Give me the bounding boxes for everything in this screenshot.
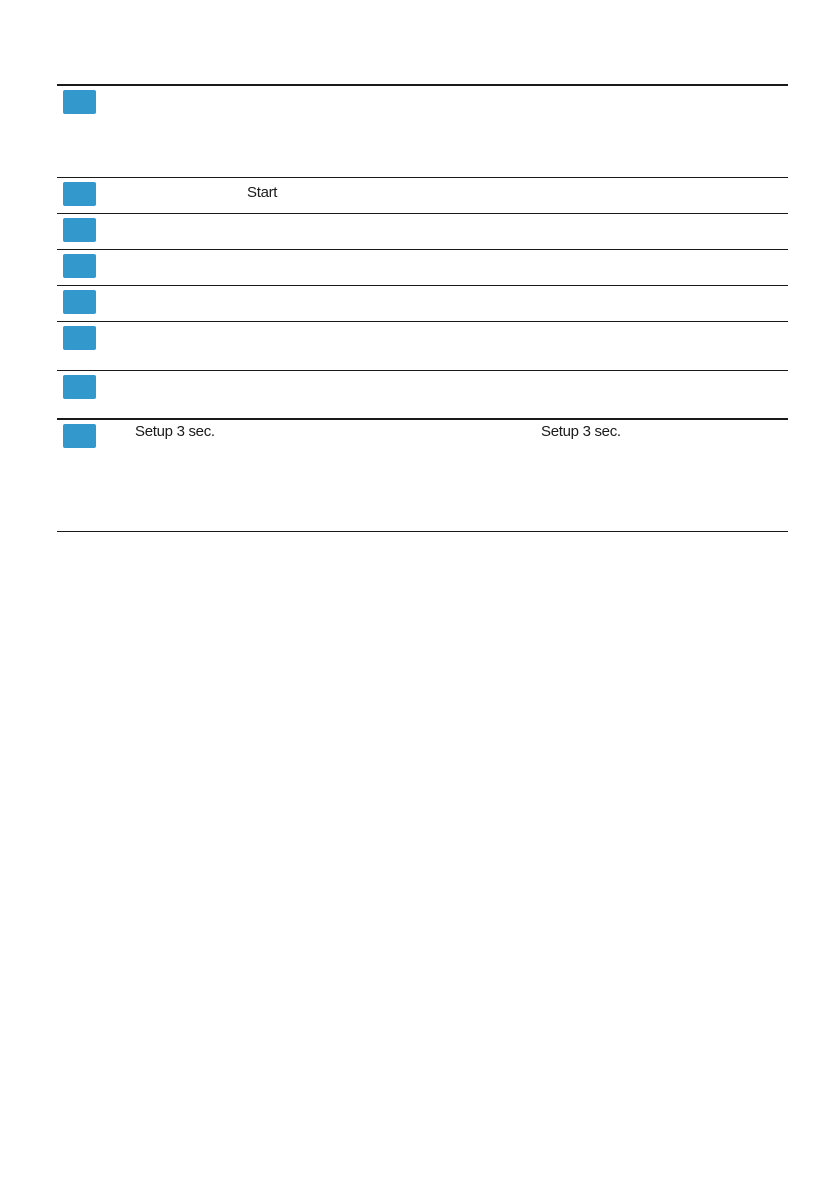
- step-result: [422, 286, 788, 321]
- step-result: [422, 420, 788, 531]
- start-button-label: Start: [247, 184, 278, 201]
- step-result: [422, 178, 788, 213]
- step-description: [57, 286, 422, 321]
- table-row: [57, 250, 788, 286]
- step-result: [422, 86, 788, 177]
- step-description: [57, 371, 422, 418]
- step-description: [57, 250, 422, 285]
- table-row: [57, 86, 788, 178]
- instruction-table: [57, 84, 788, 532]
- step-result: [422, 371, 788, 418]
- table-row: [57, 322, 788, 371]
- step-result: [422, 250, 788, 285]
- table-row: [57, 178, 788, 214]
- setup-button-label: Setup 3 sec.: [135, 423, 215, 440]
- step-description: [57, 86, 422, 177]
- table-row: [57, 371, 788, 420]
- table-row: [57, 420, 788, 532]
- step-description: [57, 322, 422, 370]
- step-result: [422, 214, 788, 249]
- step-description: [57, 214, 422, 249]
- table-row: [57, 286, 788, 322]
- setup-button-label: Setup 3 sec.: [541, 423, 621, 440]
- step-description: [57, 178, 422, 213]
- step-description: [57, 420, 422, 531]
- table-row: [57, 214, 788, 250]
- step-result: [422, 322, 788, 370]
